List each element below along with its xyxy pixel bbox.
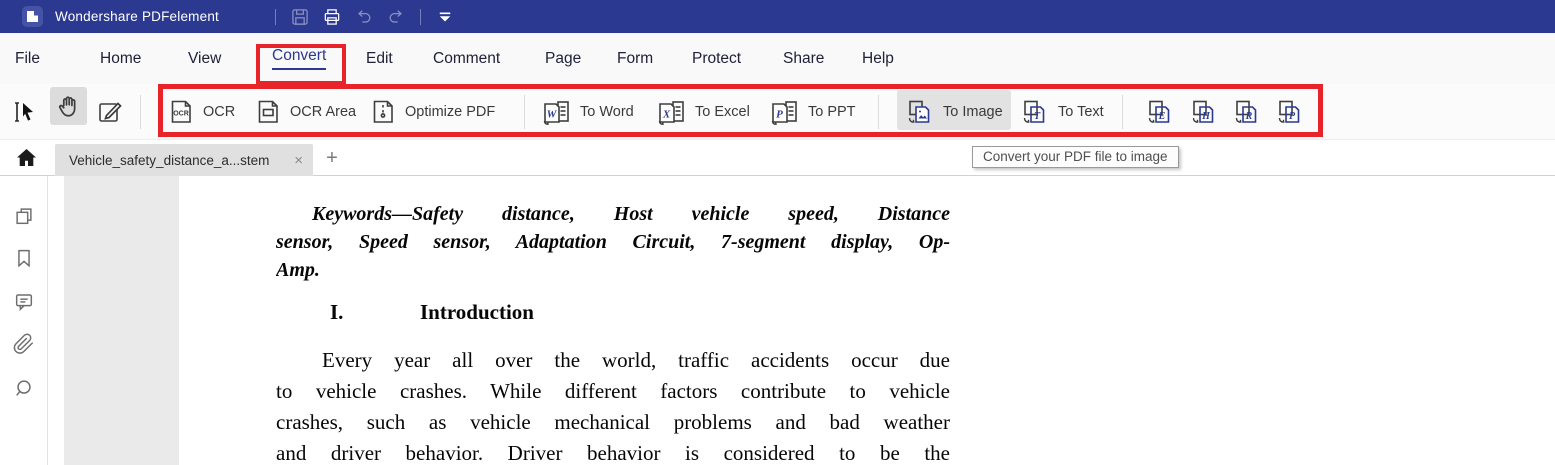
menu-share[interactable]: Share [783,49,825,67]
home-icon[interactable] [12,145,40,171]
toolbar-divider [878,95,879,129]
close-icon[interactable]: × [294,151,303,169]
menu-help[interactable]: Help [862,49,894,67]
svg-text:T: T [1033,110,1041,122]
document-area [0,176,1555,465]
svg-text:P: P [776,108,783,120]
toolbar-divider [524,95,525,129]
text-line: Every year all over the world, traffic accidents occur due [322,348,950,372]
text-line: sensor, Speed sensor, Adaptation Circuit, 7-segment display, Op- [276,231,950,253]
add-tab-icon[interactable]: + [326,146,338,169]
viewer-background [64,176,179,465]
edit-tool-icon[interactable] [96,84,124,139]
svg-text:E: E [1158,110,1166,122]
svg-text:R: R [1245,110,1253,122]
section-title: Introduction [420,300,534,324]
document-tab[interactable] [55,144,313,176]
svg-text:X: X [662,108,671,120]
title-bar [0,0,1555,33]
print-icon[interactable] [319,5,345,29]
section-number: I. [330,300,344,324]
undo-icon[interactable] [351,5,377,29]
menu-page[interactable]: Page [545,49,582,67]
bookmark-icon[interactable] [12,246,36,270]
intro-paragraph [276,348,950,465]
menu-file[interactable]: File [15,49,40,67]
left-sidebar [0,176,48,465]
hand-tool-icon[interactable] [50,87,87,125]
to-word-label: To Word [580,103,634,120]
ocr-button[interactable] [168,84,235,139]
to-rtf-icon[interactable] [1232,84,1262,139]
text-line: and driver behavior. Driver behavior is considered to be the [276,441,950,465]
titlebar-divider [275,9,276,25]
thumbnails-icon[interactable] [12,204,36,228]
comment-icon[interactable] [12,289,36,313]
keywords-paragraph [276,203,950,287]
section-heading [276,300,950,330]
to-image-label: To Image [943,103,1003,120]
tab-bar [0,140,1555,176]
ocr-area-label: OCR Area [290,103,357,120]
app-title: Wondershare PDFelement [55,9,219,24]
save-icon[interactable] [287,5,313,29]
chevron-down-icon[interactable] [432,5,458,29]
toolbar-divider [140,95,141,129]
ocr-label: OCR [203,103,236,120]
menu-protect[interactable]: Protect [692,49,742,67]
to-text-label: To Text [1058,103,1104,120]
svg-text:W: W [546,108,557,120]
text-line: Amp. [276,259,320,281]
select-tool-icon[interactable] [12,84,40,139]
to-image-button[interactable] [905,84,1003,139]
optimize-pdf-label: Optimize PDF [405,103,496,120]
text-line: crashes, such as vehicle mechanical problems and bad weather [276,410,950,434]
svg-text:P: P [1288,110,1296,122]
tab-title: Vehicle_safety_distance_a...stem [69,152,270,168]
attachment-icon[interactable] [12,332,36,356]
to-epub-icon[interactable] [1145,84,1175,139]
redo-icon[interactable] [383,5,409,29]
to-excel-button[interactable] [655,84,750,139]
toolbar-divider [1122,95,1123,129]
menu-edit[interactable]: Edit [366,49,393,67]
to-pages-icon[interactable] [1275,84,1305,139]
menu-convert[interactable]: Convert [272,33,326,84]
svg-text:OCR: OCR [173,110,189,117]
to-ppt-button[interactable] [768,84,856,139]
titlebar-divider [420,9,421,25]
pdf-page [179,176,1555,465]
text-line: to vehicle crashes. While different factors contribute to vehicle [276,379,950,403]
to-text-button[interactable] [1020,84,1104,139]
tooltip: Convert your PDF file to image [972,146,1179,168]
menu-view[interactable]: View [188,49,222,67]
to-excel-label: To Excel [695,103,750,120]
search-icon[interactable] [12,376,36,400]
convert-toolbar [0,84,1555,140]
menu-comment[interactable]: Comment [433,49,501,67]
text-line: Keywords—Safety distance, Host vehicle speed, Distance [312,203,950,225]
svg-text:H: H [1202,110,1210,122]
to-ppt-label: To PPT [808,103,856,120]
ocr-area-button[interactable] [255,84,356,139]
menu-home[interactable]: Home [100,49,142,67]
to-html-icon[interactable] [1189,84,1219,139]
menu-bar [0,33,1555,84]
optimize-pdf-button[interactable] [370,84,495,139]
menu-form[interactable]: Form [617,49,654,67]
to-word-button[interactable] [540,84,634,139]
app-logo-icon [22,6,43,27]
